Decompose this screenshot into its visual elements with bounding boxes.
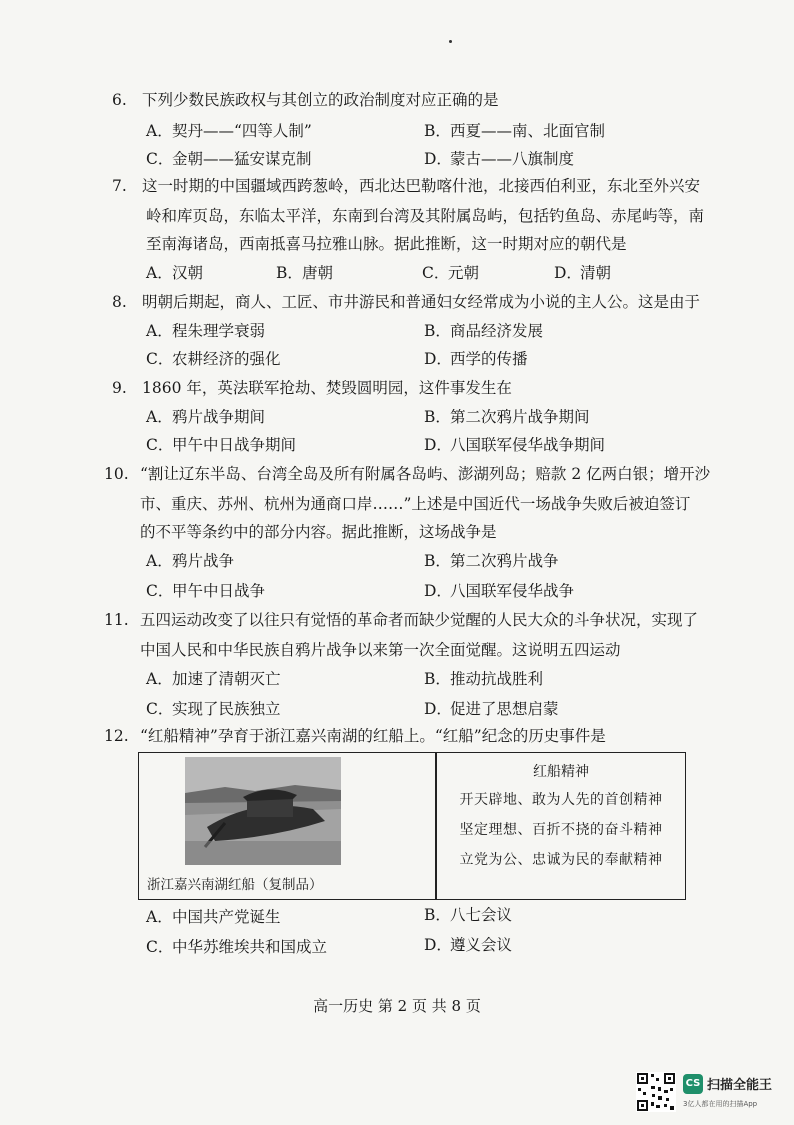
photo-caption: 浙江嘉兴南湖红船（复制品）: [147, 877, 323, 893]
question-6-option-b[interactable]: B．西夏——南、北面官制: [424, 122, 606, 140]
question-8-option-b[interactable]: B．商品经济发展: [424, 322, 544, 340]
camscanner-name: 扫描全能王: [707, 1078, 773, 1093]
camscanner-subtitle: 3亿人都在用的扫描App: [683, 1100, 758, 1108]
question-11-option-d[interactable]: D．促进了思想启蒙: [424, 700, 559, 718]
question-11-option-a[interactable]: A．加速了清朝灭亡: [146, 670, 281, 688]
camscanner-logo-icon: CS: [683, 1074, 703, 1094]
question-9-option-d[interactable]: D．八国联军侵华战争期间: [424, 436, 606, 454]
page-footer: 高一历史 第 2 页 共 8 页: [313, 997, 481, 1015]
question-11-stem: 11. 五四运动改变了以往只有觉悟的革命者而缺少觉醒的人民大众的斗争状况，实现了: [104, 611, 699, 629]
question-7-stem: 7. 这一时期的中国疆域西跨葱岭，西北达巴勒喀什池，北接西伯利亚，东北至外兴安: [112, 177, 701, 195]
question-10-line-3: 的不平等条约中的部分内容。据此推断，这场战争是: [140, 523, 497, 541]
qr-code-icon: [636, 1072, 676, 1112]
question-6-option-c[interactable]: C．金朝——猛安谋克制: [146, 150, 312, 168]
question-10-line-2: 市、重庆、苏州、杭州为通商口岸……”上述是中国近代一场战争失败后被迫签订: [140, 495, 691, 513]
question-7-option-d[interactable]: D．清朝: [554, 264, 612, 282]
question-9-option-a[interactable]: A．鸦片战争期间: [146, 408, 266, 426]
question-11-option-b[interactable]: B．推动抗战胜利: [424, 670, 544, 688]
question-9-stem: 9. 1860 年，英法联军抢劫、焚毁圆明园，这件事发生在: [112, 379, 512, 397]
question-8-option-a[interactable]: A．程朱理学衰弱: [146, 322, 266, 340]
question-12-option-a[interactable]: A．中国共产党诞生: [146, 908, 281, 926]
question-10-option-b[interactable]: B．第二次鸦片战争: [424, 552, 559, 570]
question-12-figure: [138, 752, 686, 900]
question-10-option-d[interactable]: D．八国联军侵华战争: [424, 582, 575, 600]
spirit-line-1: 开天辟地、敢为人先的首创精神: [459, 792, 663, 808]
question-8-option-d[interactable]: D．西学的传播: [424, 350, 528, 368]
question-6-stem: 6. 下列少数民族政权与其创立的政治制度对应正确的是: [112, 91, 499, 109]
spirit-line-3: 立党为公、忠诚为民的奉献精神: [459, 852, 663, 868]
question-8-option-c[interactable]: C．农耕经济的强化: [146, 350, 281, 368]
question-6-option-d[interactable]: D．蒙古——八旗制度: [424, 150, 575, 168]
question-10-stem: 10. “割让辽东半岛、台湾全岛及所有附属各岛屿、澎湖列岛；赔款 2 亿两白银；增开沙: [104, 465, 711, 483]
question-10-option-a[interactable]: A．鸦片战争: [146, 552, 235, 570]
question-7-option-c[interactable]: C．元朝: [422, 264, 480, 282]
question-7-line-2: 岭和库页岛，东临太平洋，东南到台湾及其附属岛屿，包括钓鱼岛、赤尾屿等，南: [146, 207, 705, 225]
question-6-option-a[interactable]: A．契丹——“四等人制”: [146, 122, 312, 140]
scan-dot: [449, 40, 452, 43]
question-7-line-3: 至南海诸岛，西南抵喜马拉雅山脉。据此推断，这一时期对应的朝代是: [146, 235, 627, 253]
question-12-option-d[interactable]: D．遵义会议: [424, 936, 513, 954]
question-11-option-c[interactable]: C．实现了民族独立: [146, 700, 281, 718]
question-11-line-2: 中国人民和中华民族自鸦片战争以来第一次全面觉醒。这说明五四运动: [140, 641, 621, 659]
question-7-option-b[interactable]: B．唐朝: [276, 264, 334, 282]
question-9-option-c[interactable]: C．甲午中日战争期间: [146, 436, 297, 454]
question-12-option-c[interactable]: C．中华苏维埃共和国成立: [146, 938, 328, 956]
red-boat-photo: [185, 757, 341, 865]
question-8-stem: 8. 明朝后期起，商人、工匠、市井游民和普通妇女经常成为小说的主人公。这是由于: [112, 293, 701, 311]
spirit-title: 红船精神: [533, 764, 589, 780]
question-10-option-c[interactable]: C．甲午中日战争: [146, 582, 266, 600]
question-12-stem: 12. “红船精神”孕育于浙江嘉兴南湖的红船上。“红船”纪念的历史事件是: [104, 727, 606, 745]
question-7-option-a[interactable]: A．汉朝: [146, 264, 204, 282]
spirit-line-2: 坚定理想、百折不挠的奋斗精神: [459, 822, 663, 838]
question-9-option-b[interactable]: B．第二次鸦片战争期间: [424, 408, 590, 426]
question-12-option-b[interactable]: B．八七会议: [424, 906, 513, 924]
